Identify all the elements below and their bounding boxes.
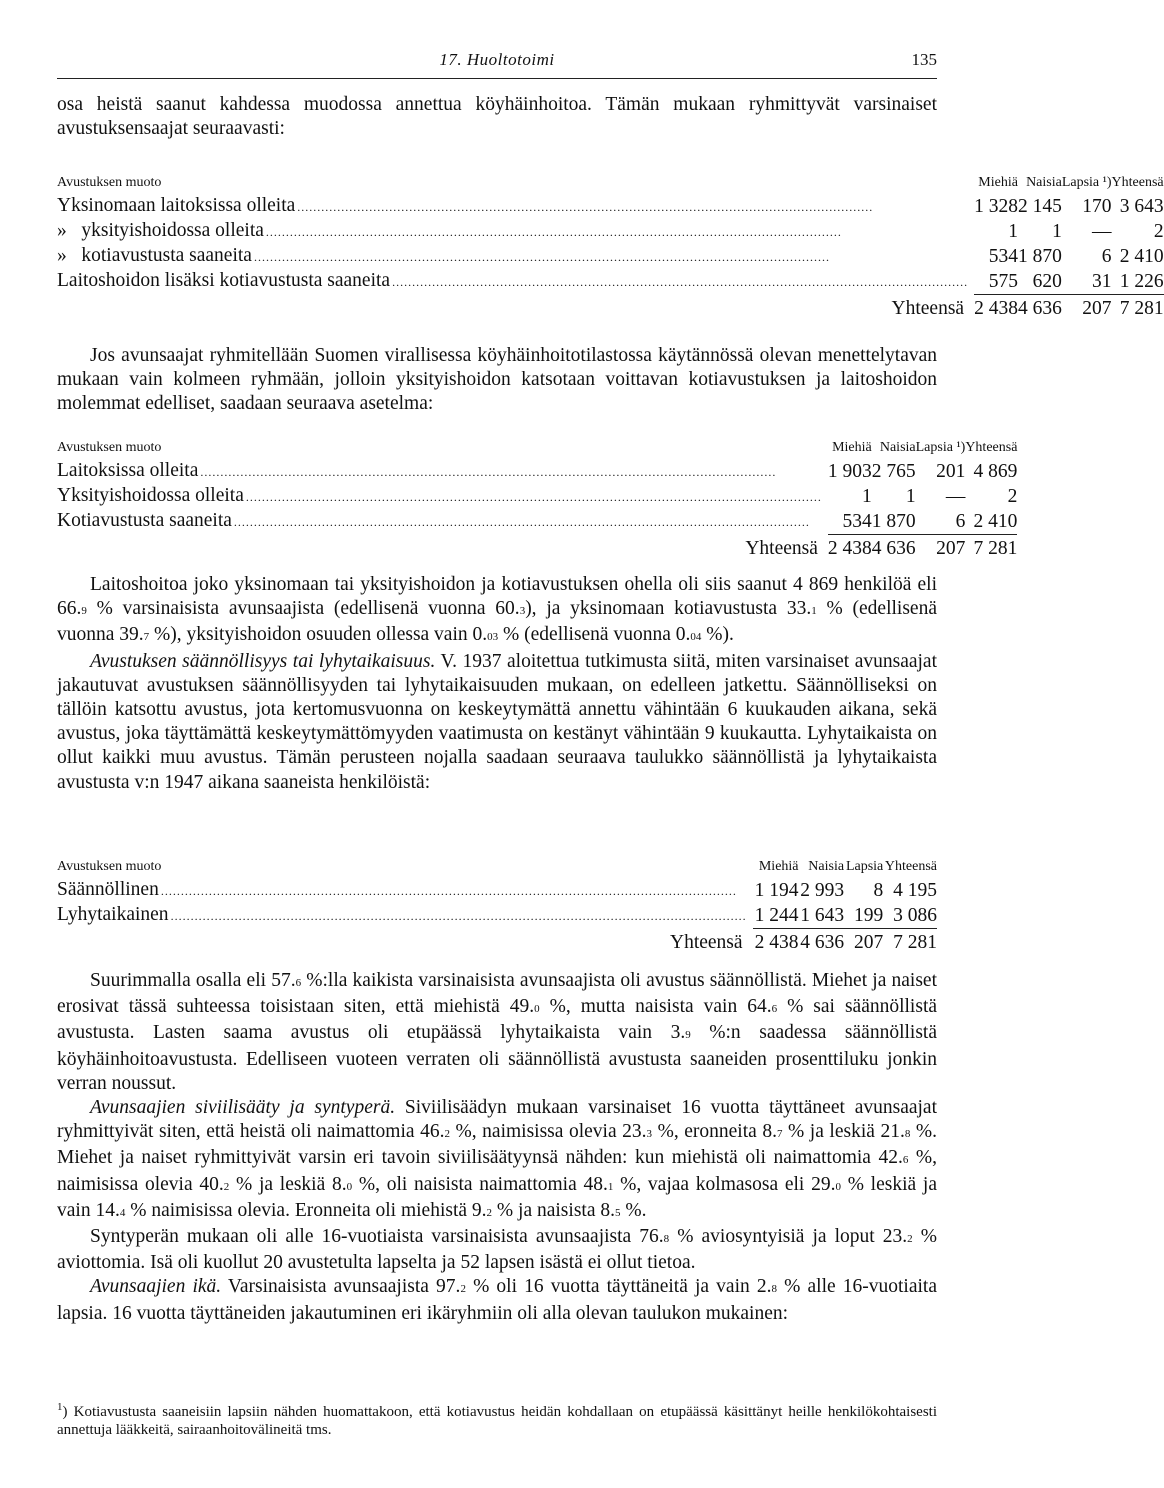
table-total-row <box>57 534 1017 561</box>
table-header-row <box>57 172 1164 194</box>
cell-value: 1 870 <box>871 510 916 532</box>
table-row <box>57 903 937 928</box>
row-label: Lyhytaikainen <box>57 904 169 925</box>
paragraph-text: osa heistä saanut kahdessa muodossa annettua köyhäinhoitoa. Tämän mukaan ryhmittyvät varsinaiset avustuksensaajat seuraavasti: <box>57 94 937 140</box>
column-header: Lapsia ¹) <box>915 440 966 455</box>
paragraph-grouping <box>57 344 937 417</box>
cell-value: 4 869 <box>973 461 1018 482</box>
paragraph-text: Laitoshoitoa joko yksinomaan tai yksityishoidon ja kotiavustuksen ohella oli siis saanut 4 869 henkilöä eli 66.9 % varsinaisista avunsaajista (edellisenä vuonna 60.3), ja yksinomaan kotiavustusta 33.1 % (edellisenä vuonna 39.7 %), yksityishoidon osuuden ollessa vain 0.03 % (edellisenä vuonna 0.04 %). <box>57 574 937 646</box>
table-header-row <box>57 437 1017 459</box>
table-total-row <box>57 928 937 955</box>
section-heading: Avunsaajien ikä. <box>90 1276 222 1298</box>
cell-value: 1 328 <box>974 196 1018 217</box>
paragraph-intro <box>57 93 937 141</box>
cell-value: 2 993 <box>800 880 845 901</box>
table-header-row <box>57 856 937 878</box>
row-label: Laitoshoidon lisäksi kotiavustusta saaneita <box>57 270 391 291</box>
total-value: 2 438 <box>753 928 799 955</box>
paragraph-text: Suurimmalla osalla eli 57.6 %:lla kaikista varsinaisista avunsaajista oli avustus säännöllistä. Miehet ja naiset erosivat tässä suhteessa toisistaan siten, että miehistä 49.0 %, mutta naisista vain 64.6 % sai säännöllistä avustusta. Lasten saama avustus oli etupäässä lyhytaikaista vain 3.9 %:n saadessa säännöllistä köyhäinhoitoavustusta. Edelliseen vuoteen verraten oli säännöllistä avustusta saaneiden prosenttiluku jonkin verran noussut. <box>57 970 938 1094</box>
cell-value: 8 <box>873 880 884 901</box>
column-header: Avustuksen muoto <box>57 859 162 874</box>
cell-value: 2 765 <box>871 461 916 482</box>
row-label: Laitoksissa olleita <box>57 460 199 481</box>
cell-value: 3 086 <box>893 904 937 926</box>
cell-value: — <box>1092 221 1112 242</box>
table-row <box>57 269 1164 294</box>
paragraph-origin: Syntyperän mukaan oli alle 16-vuotiaista varsinaisista avunsaajista 76.8 % aviosyntyisiä ja loput 23.2 % aviottomia. Isä oli kuollut 20 avustetulta lapselta ja 52 lapsen isästä ei ollut tietoa. <box>57 1226 937 1274</box>
chapter-title: 17. Huoltotoimi <box>439 50 555 69</box>
total-value: 207 <box>844 928 883 955</box>
total-value: 7 281 <box>883 928 937 955</box>
column-header: Avustuksen muoto <box>57 175 162 190</box>
row-label: Yksinomaan laitoksissa olleita <box>57 195 296 216</box>
column-header: Lapsia ¹) <box>1061 175 1112 190</box>
total-value: 7 281 <box>1112 294 1164 321</box>
column-header: Miehiä <box>832 440 872 455</box>
paragraph-marital-status: Avunsaajien siviilisääty ja syntyperä. Siviilisäädyn mukaan varsinaiset 16 vuotta täyttäneet avunsaajat ryhmittyivät siten, että heistä oli naimattomia 46.2 %, naimisissa olevia 23.3 %, eronneita 8.7 % ja leskiä 21.8 %. Miehet ja naiset ryhmittyivät varsin eri tavoin siviilisäätyynsä nähden: kun miehistä oli naimattomia 42.6 %, naimisissa olevia 40.2 % ja leskiä 8.0 %, oli naisista naimattomia 48.1 %, vajaa kolmasosa eli 29.0 % leskiä ja vain 14.4 % naimisissa olevia. Eronneita oli miehistä 9.2 % ja naisista 8.5 %. <box>57 1097 938 1221</box>
footnote-mark: 1 <box>57 1401 63 1413</box>
total-value: 2 438 <box>974 294 1018 321</box>
row-label: » kotiavustusta saaneita <box>57 245 252 266</box>
paragraph-summary <box>57 573 937 795</box>
row-label: Säännöllinen <box>57 879 159 900</box>
cell-value: 6 <box>1101 246 1112 267</box>
cell-value: 3 643 <box>1119 196 1164 217</box>
cell-value: 4 195 <box>893 880 937 901</box>
cell-value: 1 <box>905 486 916 507</box>
table-row <box>57 878 937 903</box>
table-recipients-by-form <box>57 172 1164 321</box>
section-heading: Avustuksen säännöllisyys tai lyhytaikaisuus. <box>90 650 436 672</box>
table-three-groups <box>57 437 1017 561</box>
section-heading: Avunsaajien siviilisääty ja syntyperä. <box>90 1097 396 1119</box>
cell-value: 170 <box>1082 196 1112 217</box>
column-header: Lapsia <box>845 859 884 874</box>
cell-value: 199 <box>854 904 884 926</box>
cell-value: 1 870 <box>1017 246 1062 267</box>
total-label: Yhteensä <box>891 297 965 319</box>
cell-value: 2 145 <box>1017 196 1062 217</box>
total-value: 207 <box>1062 294 1112 321</box>
paragraph-text: Jos avunsaajat ryhmitellään Suomen virallisessa köyhäinhoitotilastossa käytännössä olevan menettelytavan mukaan vain kolmeen ryhmään, jolloin yksityishoidon katsotaan voittavan kotiavustuksen ja laitoshoidon molemmat edelliset, saadaan seuraava asetelma: <box>57 345 937 415</box>
running-header <box>57 50 937 79</box>
column-header: Naisia <box>879 440 916 455</box>
cell-value: 1 194 <box>754 880 799 901</box>
total-value: 4 636 <box>872 534 916 561</box>
row-label: Yksityishoidossa olleita <box>57 485 244 506</box>
cell-value: 2 <box>1007 486 1018 507</box>
paragraph-regularity: Avustuksen säännöllisyys tai lyhytaikaisuus. V. 1937 aloitettua tutkimusta siitä, miten varsinaiset avunsaajat jakautuvat avustuksen säännöllisyyden tai lyhytaikaisuuden mukaan, on edelleen jatkettu. Säännölliseksi on tällöin katsottu avustus, jota kertomusvuonna on keskeytymättä annettu vähintään 6 kuukauden aikana, sekä avustus, joka täyttämättä keskeytymättömyyden vaatimusta on kestänyt vähintään 9 kuukautta. Lyhytaikaista on ollut kaikki muu avustus. Tämän perusteen nojalla saadaan seuraava taulukko säännöllistä ja lyhytaikaista avustusta v:n 1947 aikana saaneista henkilöistä: <box>57 650 938 793</box>
paragraph-block-lower <box>57 969 937 1326</box>
table-row <box>57 509 1017 534</box>
cell-value: 201 <box>936 461 966 482</box>
table-total-row <box>57 294 1164 321</box>
column-header: Naisia <box>1026 175 1062 190</box>
table-row <box>57 194 1164 219</box>
footnote <box>57 1398 937 1439</box>
cell-value: 1 643 <box>800 904 845 926</box>
column-header: Yhteensä <box>965 440 1018 455</box>
cell-value: 620 <box>1032 270 1062 292</box>
column-header: Naisia <box>808 859 845 874</box>
column-header: Miehiä <box>978 175 1018 190</box>
cell-value: 1 226 <box>1119 270 1164 292</box>
cell-value: 2 <box>1153 221 1164 242</box>
total-value: 2 438 <box>828 534 872 561</box>
table-row <box>57 459 1017 484</box>
table-row <box>57 484 1017 509</box>
cell-value: 1 244 <box>754 904 799 926</box>
column-header: Yhteensä <box>1111 175 1164 190</box>
cell-value: 2 410 <box>973 510 1018 532</box>
cell-value: 31 <box>1092 270 1112 292</box>
cell-value: 1 <box>862 486 872 507</box>
total-label: Yhteensä <box>745 537 818 559</box>
cell-value: 575 <box>988 270 1018 292</box>
column-header: Yhteensä <box>884 859 937 874</box>
table-regularity <box>57 856 937 955</box>
total-value: 4 636 <box>799 928 845 955</box>
cell-value: — <box>945 486 966 507</box>
table-row <box>57 219 1164 244</box>
cell-value: 534 <box>842 510 872 532</box>
row-label: Kotiavustusta saaneita <box>57 510 232 531</box>
cell-value: 1 <box>1008 221 1018 242</box>
column-header: Miehiä <box>758 859 799 874</box>
page-number: 135 <box>911 50 937 69</box>
table-row <box>57 244 1164 269</box>
cell-value: 2 410 <box>1119 246 1164 267</box>
total-value: 7 281 <box>965 534 1017 561</box>
footnote-text: ) Kotiavustusta saaneisiin lapsiin nähden huomattakoon, että kotiavustus heidän kohdallaan on etupäässä käsittänyt heille henkilökohtaisesti annettuja lääkkeitä, sairaanhoitovälineitä tms. <box>57 1404 937 1438</box>
column-header: Avustuksen muoto <box>57 440 162 455</box>
cell-value: 1 903 <box>827 461 872 482</box>
total-value: 4 636 <box>1018 294 1062 321</box>
paragraph-age: Avunsaajien ikä. Varsinaisista avunsaajista 97.2 % oli 16 vuotta täyttäneitä ja vain 2.8 % alle 16-vuotiaita lapsia. 16 vuotta täyttäneiden jakautuminen eri ikäryhmiin oli alla olevan taulukon mukainen: <box>57 1276 937 1324</box>
total-value: 207 <box>916 534 966 561</box>
cell-value: 6 <box>955 510 966 532</box>
cell-value: 534 <box>988 246 1018 267</box>
cell-value: 1 <box>1052 221 1062 242</box>
total-label: Yhteensä <box>670 931 743 953</box>
row-label: » yksityishoidossa olleita <box>57 220 264 241</box>
